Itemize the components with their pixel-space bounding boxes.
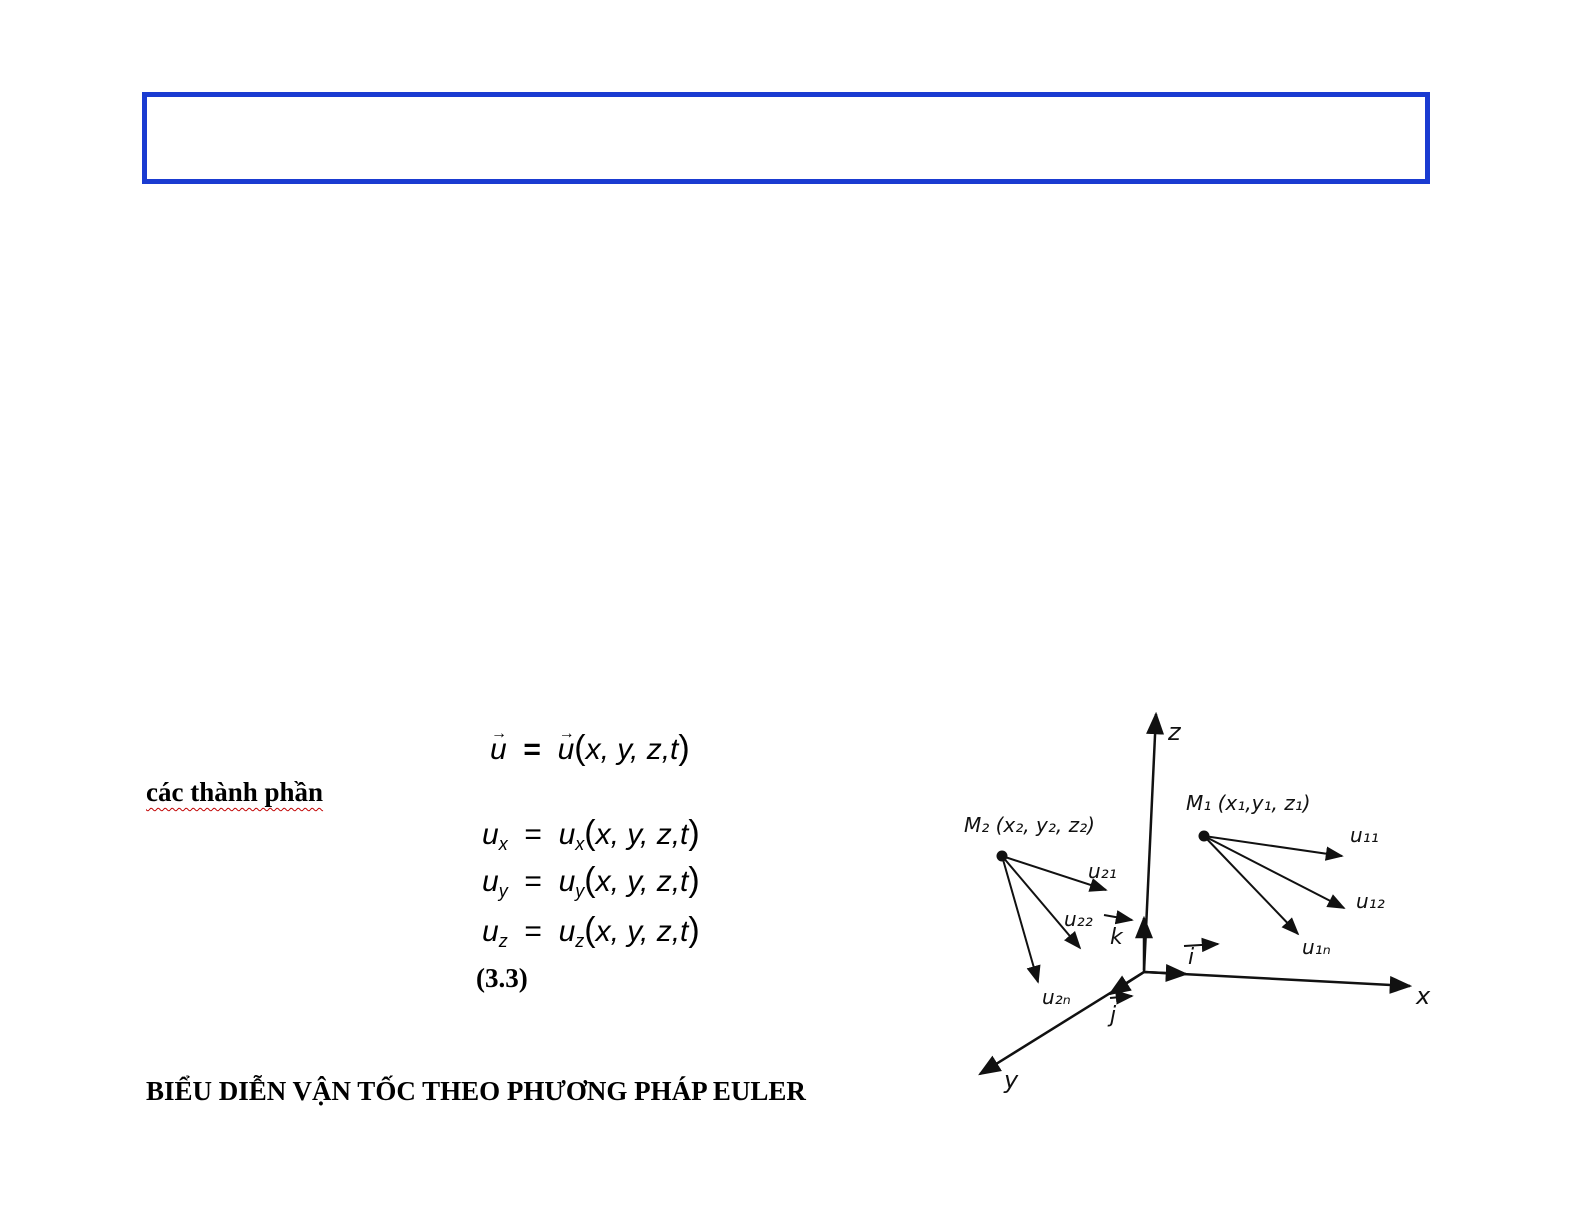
vector-velocity-equation: → u = → u(x, y, z,t) [490,730,690,768]
uy-equation: $u_y = u_y(x$, y, z,t) [482,861,700,901]
x-axis-label: x [1416,982,1431,1010]
velocity-vector-figure [946,708,1436,1094]
point-m1-label: M₁ (x₁,y₁, z₁) [1186,791,1311,815]
unit-j-label: j [1110,1003,1117,1028]
u21-label: u₂₁ [1088,859,1117,883]
unit-vector-j [1110,972,1144,994]
unit-vector-i [1144,972,1186,974]
ux-equation: $u_x = u_x(x$, y, z,t) [482,814,700,854]
vector-u-lhs: → u [490,732,507,768]
point-m2-label: M₂ (x₂, y₂, z₂) [964,813,1095,837]
cut-off-heading: BIỂU DIỄN VẬN TỐC THEO PHƯƠNG PHÁP EULER [146,1076,806,1106]
velocity-vector-diagram [946,708,1436,1094]
uz-equation: $u_z = u_z(x$, y, z,t) [482,911,700,951]
u1n-label: u₁ₙ [1302,935,1331,959]
u22-label: u₂₂ [1064,907,1093,931]
vector-args: x, y, z,t [585,733,679,766]
z-axis-label: z [1168,718,1181,746]
vector-u1n [1204,836,1298,934]
y-axis-label: y [1004,1066,1019,1094]
equation-number: (3.3) [476,963,528,993]
vector-u-rhs: → u [558,732,575,768]
components-label: các thành phần [146,777,324,807]
unit-k-label: k [1110,925,1123,950]
u11-label: u₁₁ [1350,823,1379,847]
unit-i-label: i [1188,945,1195,970]
z-axis [1144,714,1156,972]
u12-label: u₁₂ [1356,889,1385,913]
vector-u2n [1002,856,1038,982]
slide-title-box [142,92,1430,184]
u2n-label: u₂ₙ [1042,985,1071,1009]
